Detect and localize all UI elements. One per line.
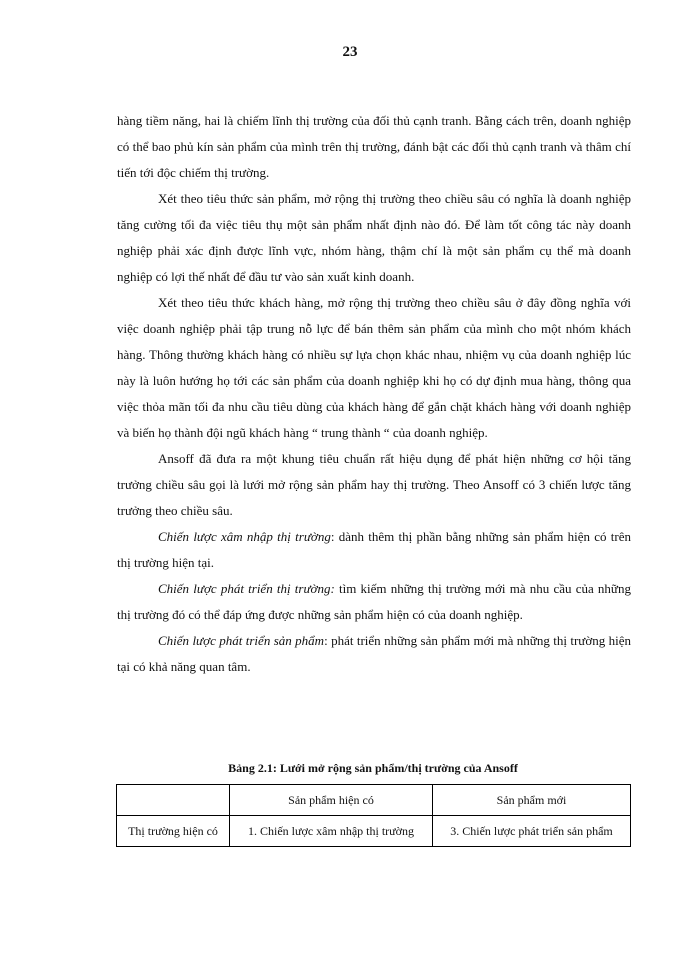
paragraph-text: Xét theo tiêu thức khách hàng, mở rộng thị trường theo chiều sâu ở đây đồng nghĩa với việc doanh nghiệp phải tập trung nỗ lực để bán thêm sản phẩm của mình cho một nhóm khách hàng. Thông thường khách hàng có nhiều sự lựa chọn khác nhau, nhiệm vụ của doanh nghiệp lúc này là luôn hướng họ tới các sản phẩm của doanh nghiệp khi họ có dự định mua hàng, thông qua việc thỏa mãn tối đa nhu cầu tiêu dùng của khách hàng để gắn chặt khách hàng với doanh nghiệp và biến họ thành đội ngũ khách hàng “ trung thành “ của doanh nghiệp. bbox=[117, 295, 631, 440]
table-row bbox=[117, 816, 631, 847]
strategy-term: Chiến lược phát triển sản phẩm bbox=[158, 633, 325, 648]
table-header-cell: Sản phẩm mới bbox=[433, 785, 631, 816]
paragraph bbox=[117, 446, 631, 524]
strategy-term: Chiến lược xâm nhập thị trường bbox=[158, 529, 331, 544]
table-cell: 1. Chiến lược xâm nhập thị trường bbox=[230, 816, 433, 847]
page-number: 23 bbox=[342, 44, 358, 60]
table-header-cell bbox=[117, 785, 230, 816]
paragraph bbox=[117, 290, 631, 446]
paragraph-text: Ansoff đã đưa ra một khung tiêu chuẩn rất hiệu dụng để phát hiện những cơ hội tăng trưởng chiều sâu gọi là lưới mở rộng sản phẩm hay thị trường. Theo Ansoff có 3 chiến lược tăng trưởng theo chiều sâu. bbox=[117, 451, 631, 518]
strategy-paragraph bbox=[117, 524, 631, 576]
body-text bbox=[117, 108, 631, 680]
strategy-description: : dành thêm thị phần bằng những sản phẩm hiện có trên thị trường hiện tại. bbox=[117, 529, 631, 570]
strategy-paragraph bbox=[117, 576, 631, 628]
paragraph bbox=[117, 186, 631, 290]
strategy-description: : phát triển những sản phẩm mới mà những thị trường hiện tại có khả năng quan tâm. bbox=[117, 633, 631, 674]
paragraph-text: hàng tiềm năng, hai là chiếm lĩnh thị trường của đối thủ cạnh tranh. Bằng cách trên, doanh nghiệp có thể bao phủ kín sản phẩm của mình trên thị trường, đánh bật các đối thủ cạnh tranh và thâm chí tiến tới độc chiếm thị trường. bbox=[117, 113, 631, 180]
table-header-cell: Sản phẩm hiện có bbox=[230, 785, 433, 816]
ansoff-matrix-table bbox=[116, 784, 631, 847]
paragraph bbox=[117, 108, 631, 186]
table-cell: Thị trường hiện có bbox=[117, 816, 230, 847]
strategy-description: tìm kiếm những thị trường mới mà nhu cầu của những thị trường đó có thể đáp ứng được những sản phẩm hiện có của doanh nghiệp. bbox=[117, 581, 631, 622]
strategy-term: Chiến lược phát triển thị trường: bbox=[158, 581, 335, 596]
table-header-row bbox=[117, 785, 631, 816]
table-caption: Bảng 2.1: Lưới mở rộng sản phẩm/thị trường của Ansoff bbox=[228, 761, 518, 775]
strategy-paragraph bbox=[117, 628, 631, 680]
paragraph-text: Xét theo tiêu thức sản phẩm, mở rộng thị trường theo chiều sâu có nghĩa là doanh nghiệp tăng cường tối đa việc tiêu thụ một sản phẩm nhất định nào đó. Để làm tốt công tác này doanh nghiệp phải xác định được lĩnh vực, nhóm hàng, thậm chí là một sản phẩm cụ thể mà doanh nghiệp có lợi thế nhất để đầu tư vào sản xuất kinh doanh. bbox=[117, 191, 631, 284]
table-cell: 3. Chiến lược phát triển sản phẩm bbox=[433, 816, 631, 847]
